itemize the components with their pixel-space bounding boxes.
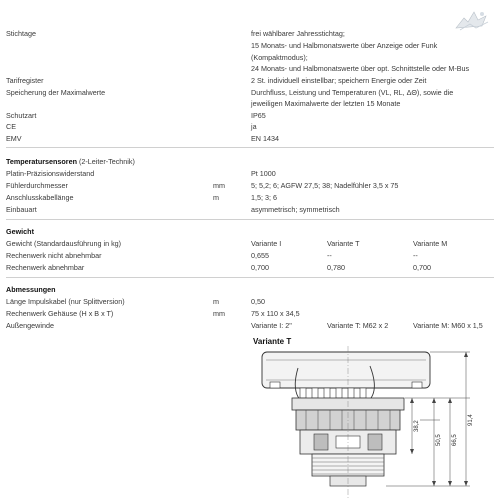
anschlusskabel-label: Anschlusskabellänge <box>6 193 74 202</box>
section-divider <box>6 277 494 278</box>
impulskabel-value: 0,50 <box>251 297 265 306</box>
schutzart-label: Schutzart <box>6 111 37 120</box>
aussengewinde-value-i: Variante I: 2" <box>251 321 292 330</box>
platin-label: Platin-Präzisionswiderstand <box>6 169 95 178</box>
gewicht-col-variante-m: Variante M <box>413 239 448 248</box>
tarifregister-value: 2 St. individuell einstellbar; speichern Energie oder Zeit <box>251 76 427 85</box>
gehaeuse-label: Rechenwerk Gehäuse (H x B x T) <box>6 309 114 318</box>
housing-top <box>262 352 430 388</box>
dimension-91-4: 91,4 <box>468 414 474 426</box>
emv-value: EN 1434 <box>251 134 279 143</box>
section-divider <box>6 219 494 220</box>
drawing-title: Variante T <box>253 337 292 346</box>
technical-drawing <box>250 340 494 500</box>
schutzart-value: IP65 <box>251 111 266 120</box>
fuehlerdurchmesser-value: 5; 5,2; 6; AGFW 27,5; 38; Nadelfühler 3,5 x 75 <box>251 181 399 190</box>
nicht-abnehmbar-value-m: -- <box>413 251 418 260</box>
anschlusskabel-unit: m <box>213 193 219 202</box>
abmessungen-heading: Abmessungen <box>6 285 56 294</box>
decorative-logo-icon <box>452 8 492 34</box>
gewicht-heading: Gewicht <box>6 227 34 236</box>
impulskabel-label: Länge Impulskabel (nur Splittversion) <box>6 297 125 306</box>
maximalwerte-value-line1: Durchfluss, Leistung und Temperaturen (VL, RL, ΔΘ), sowie die <box>251 88 454 97</box>
stichtage-value-line4: 24 Monats- und Halbmonatswerte über opt. Schnittstelle oder M-Bus <box>251 64 470 73</box>
nicht-abnehmbar-label: Rechenwerk nicht abnehmbar <box>6 251 102 260</box>
aussengewinde-value-m: Variante M: M60 x 1,5 <box>413 321 483 330</box>
stichtage-value-line2: 15 Monats- und Halbmonatswerte über Anzeige oder Funk <box>251 41 438 50</box>
ce-value: ja <box>251 122 257 131</box>
stichtage-value-line3: (Kompaktmodus); <box>251 53 308 62</box>
gewicht-row-label: Gewicht (Standardausführung in kg) <box>6 239 122 248</box>
abnehmbar-value-i: 0,700 <box>251 263 269 272</box>
stichtage-value-line1: frei wählbarer Jahresstichtag; <box>251 29 345 38</box>
maximalwerte-value-line2: jeweiligen Maximalwerte der letzten 15 Monate <box>251 99 401 108</box>
emv-label: EMV <box>6 134 22 143</box>
stichtage-label: Stichtage <box>6 29 36 38</box>
einbauart-label: Einbauart <box>6 205 37 214</box>
anschlusskabel-value: 1,5; 3; 6 <box>251 193 277 202</box>
fuehlerdurchmesser-unit: mm <box>213 181 225 190</box>
dimension-38-2: 38,2 <box>414 420 420 432</box>
ce-label: CE <box>6 122 16 131</box>
platin-value: Pt 1000 <box>251 169 276 178</box>
section-divider <box>6 147 494 148</box>
abnehmbar-value-m: 0,700 <box>413 263 431 272</box>
tarifregister-label: Tarifregister <box>6 76 44 85</box>
dimension-66-5: 66,5 <box>452 434 458 446</box>
impulskabel-unit: m <box>213 297 219 306</box>
dimension-50-5: 50,5 <box>436 434 442 446</box>
einbauart-value: asymmetrisch; symmetrisch <box>251 205 340 214</box>
gewicht-col-variante-t: Variante T <box>327 239 360 248</box>
gehaeuse-value: 75 x 110 x 34,5 <box>251 309 300 318</box>
aussengewinde-value-t: Variante T: M62 x 2 <box>327 321 389 330</box>
fuehlerdurchmesser-label: Fühlerdurchmesser <box>6 181 68 190</box>
nicht-abnehmbar-value-i: 0,655 <box>251 251 269 260</box>
gehaeuse-unit: mm <box>213 309 225 318</box>
gewicht-col-variante-i: Variante I <box>251 239 282 248</box>
nicht-abnehmbar-value-t: -- <box>327 251 332 260</box>
aussengewinde-label: Außengewinde <box>6 321 54 330</box>
maximalwerte-label: Speicherung der Maximalwerte <box>6 88 106 97</box>
temperatursensoren-heading: Temperatursensoren (2-Leiter-Technik) <box>6 157 135 166</box>
abnehmbar-value-t: 0,780 <box>327 263 345 272</box>
abnehmbar-label: Rechenwerk abnehmbar <box>6 263 85 272</box>
